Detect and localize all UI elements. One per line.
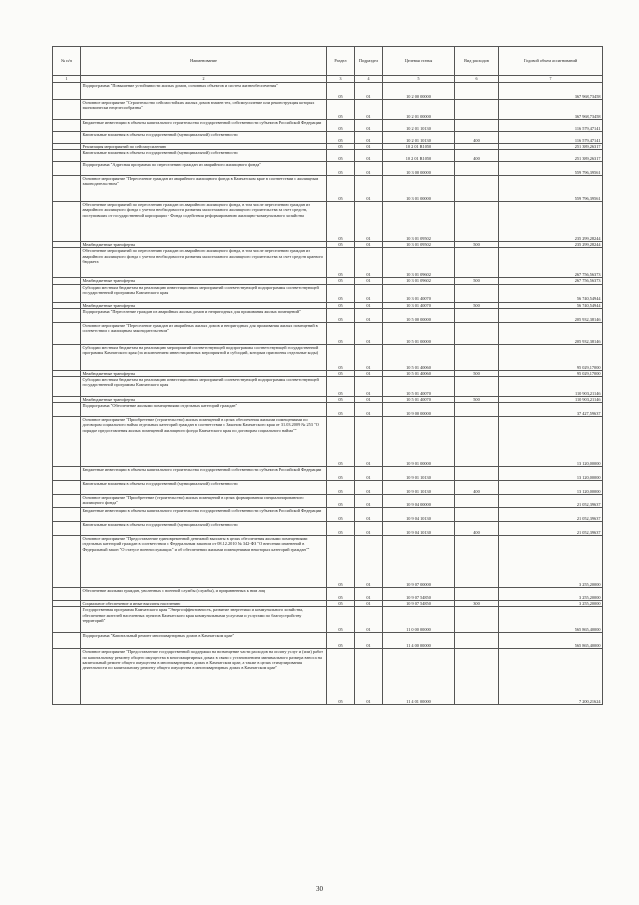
- row-name: Межбюджетные трансферты: [81, 302, 327, 308]
- row-number: [53, 344, 81, 370]
- row-target-article: 11 4 00 00000: [383, 633, 455, 649]
- row-name: Межбюджетные трансферты: [81, 397, 327, 403]
- row-name: Подпрограмма "Переселение граждан из аварийных жилых домов и непригодных для проживания жилых помещений": [81, 308, 327, 322]
- row-amount: 367 968,73458: [499, 100, 603, 120]
- row-subsection: 01: [355, 176, 383, 202]
- table-body: [53, 83, 603, 705]
- table-row: [53, 522, 603, 536]
- appropriations-table: [52, 46, 603, 705]
- row-expense-type: [455, 162, 499, 176]
- row-section: 05: [327, 176, 355, 202]
- row-number: [53, 248, 81, 278]
- row-subsection: 01: [355, 417, 383, 467]
- row-number: [53, 83, 81, 100]
- row-amount: 565 865,40000: [499, 607, 603, 633]
- row-target-article: 10 2 01 R1050: [383, 150, 455, 162]
- row-name: Субсидии местным бюджетам на реализацию мероприятий соответствующей подпрограммы соответствующей государственной программы Камчатского края (за исключением инвестиционных мероприятий и субсидий, которым присвоены отдельные коды): [81, 344, 327, 370]
- table-row: [53, 508, 603, 522]
- row-subsection: 01: [355, 162, 383, 176]
- row-amount: 235 299,28244: [499, 202, 603, 242]
- row-target-article: 10 5 01 40060: [383, 344, 455, 370]
- row-subsection: 01: [355, 144, 383, 150]
- column-number: 1: [53, 76, 81, 83]
- row-target-article: 10 3 01 40070: [383, 284, 455, 302]
- row-section: 05: [327, 536, 355, 588]
- row-name: Межбюджетные трансферты: [81, 370, 327, 376]
- table-row: [53, 403, 603, 417]
- row-expense-type: 500: [455, 370, 499, 376]
- row-section: 05: [327, 120, 355, 132]
- row-amount: 3 255,20000: [499, 536, 603, 588]
- row-name: Бюджетные инвестиции в объекты капитального строительства государственной собственности субъектов Российской Федерации: [81, 120, 327, 132]
- row-target-article: 10 5 00 00000: [383, 308, 455, 322]
- table-row: [53, 588, 603, 601]
- row-number: [53, 536, 81, 588]
- row-amount: 367 968,73458: [499, 83, 603, 100]
- table-row: [53, 607, 603, 633]
- row-amount: 56 740,54944: [499, 302, 603, 308]
- row-subsection: 01: [355, 633, 383, 649]
- row-number: [53, 633, 81, 649]
- row-name: Государственная программа Камчатского края "Энергоэффективность, развитие энергетики и коммунального хозяйства, обеспечение жителей населенных пунктов Камчатского края коммунальными услугами и услугами по благоустройству территорий": [81, 607, 327, 633]
- row-amount: 267 756,56373: [499, 278, 603, 284]
- row-expense-type: [455, 536, 499, 588]
- row-number: [53, 417, 81, 467]
- row-amount: 21 052,39637: [499, 522, 603, 536]
- row-section: 05: [327, 403, 355, 417]
- row-subsection: 01: [355, 344, 383, 370]
- row-target-article: 10 3 01 09602: [383, 248, 455, 278]
- row-expense-type: [455, 495, 499, 508]
- row-target-article: 10 9 07 00000: [383, 536, 455, 588]
- row-expense-type: 500: [455, 302, 499, 308]
- row-number: [53, 322, 81, 344]
- row-subsection: 01: [355, 403, 383, 417]
- table-row: [53, 633, 603, 649]
- row-expense-type: 400: [455, 522, 499, 536]
- row-amount: 267 756,56373: [499, 248, 603, 278]
- row-section: 05: [327, 495, 355, 508]
- row-subsection: 01: [355, 322, 383, 344]
- row-number: [53, 607, 81, 633]
- row-section: 05: [327, 377, 355, 397]
- row-name: Основное мероприятие "Приобретение (строительство) жилых помещений в целях формирования специализированного жилищного фонда": [81, 495, 327, 508]
- row-expense-type: [455, 322, 499, 344]
- budget-sheet: [52, 46, 602, 705]
- page-number: 30: [316, 885, 323, 893]
- table-row: [53, 467, 603, 481]
- row-amount: 235 299,28244: [499, 242, 603, 248]
- row-subsection: 01: [355, 100, 383, 120]
- row-amount: 13 120,00000: [499, 481, 603, 495]
- row-subsection: 01: [355, 467, 383, 481]
- row-name: Обеспечение мероприятий по переселению граждан из аварийного жилищного фонда, в том числе переселению граждан из аварийного жилищного фонда с учетом необходимости развития малоэтажного жилищного строительства за счет средств краевого бюджета: [81, 248, 327, 278]
- row-expense-type: [455, 417, 499, 467]
- column-number: 3: [327, 76, 355, 83]
- row-section: 05: [327, 150, 355, 162]
- table-row: [53, 150, 603, 162]
- row-name: Капитальные вложения в объекты государственной (муниципальной) собственности: [81, 522, 327, 536]
- row-amount: 21 052,39637: [499, 495, 603, 508]
- row-section: 05: [327, 202, 355, 242]
- row-subsection: 01: [355, 202, 383, 242]
- row-subsection: 01: [355, 536, 383, 588]
- row-name: Основное мероприятие "Переселение граждан из аварийных жилых домов и непригодных для проживания жилых помещений в соответствии с жилищным законодательством": [81, 322, 327, 344]
- row-target-article: 10 2 01 00000: [383, 100, 455, 120]
- row-target-article: 10 9 04 10130: [383, 508, 455, 522]
- table-row: [53, 132, 603, 144]
- table-row: [53, 248, 603, 278]
- row-section: 05: [327, 302, 355, 308]
- row-target-article: 10 2 01 10130: [383, 120, 455, 132]
- row-target-article: 11 0 00 00000: [383, 607, 455, 633]
- row-name: Капитальные вложения в объекты государственной (муниципальной) собственности: [81, 150, 327, 162]
- row-subsection: 01: [355, 522, 383, 536]
- row-target-article: 10 2 01 10130: [383, 132, 455, 144]
- row-subsection: 01: [355, 649, 383, 705]
- row-name: Основное мероприятие "Предоставление единовременной денежной выплаты в целях обеспечения жилыми помещениями отдельных категорий граждан в соответствии с Федеральным законом от 08.12.2010 № 342-ФЗ "О внесении изменений в Федеральный закон "О статусе военнослужащих" и об обеспечении жилыми помещениями некоторых категорий граждан"": [81, 536, 327, 588]
- row-number: [53, 588, 81, 601]
- row-subsection: 01: [355, 508, 383, 522]
- row-amount: 95 029,17000: [499, 344, 603, 370]
- table-row: [53, 176, 603, 202]
- row-number: [53, 403, 81, 417]
- table-row: [53, 308, 603, 322]
- row-section: 05: [327, 100, 355, 120]
- row-subsection: 01: [355, 248, 383, 278]
- table-header-row: [53, 47, 603, 76]
- table-row: [53, 481, 603, 495]
- row-section: 05: [327, 481, 355, 495]
- row-number: [53, 162, 81, 176]
- column-number: 5: [383, 76, 455, 83]
- row-amount: 251 389,26317: [499, 150, 603, 162]
- row-subsection: 01: [355, 278, 383, 284]
- table-row: [53, 202, 603, 242]
- row-number: [53, 495, 81, 508]
- row-amount: 95 029,17000: [499, 370, 603, 376]
- row-section: 05: [327, 322, 355, 344]
- row-name: Подпрограмма "Адресная программа по переселению граждан из аварийного жилищного фонда": [81, 162, 327, 176]
- row-expense-type: [455, 284, 499, 302]
- row-target-article: 10 5 01 40060: [383, 370, 455, 376]
- table-row: [53, 162, 603, 176]
- row-subsection: 01: [355, 120, 383, 132]
- row-section: 05: [327, 601, 355, 607]
- row-amount: 251 389,26317: [499, 144, 603, 150]
- row-section: 05: [327, 83, 355, 100]
- row-amount: 37 427,59637: [499, 403, 603, 417]
- row-section: 05: [327, 649, 355, 705]
- row-name: Межбюджетные трансферты: [81, 278, 327, 284]
- row-number: [53, 150, 81, 162]
- table-row: [53, 83, 603, 100]
- column-number-row: [53, 76, 603, 83]
- header-section: Раздел: [327, 47, 355, 76]
- row-target-article: 10 2 01 R1050: [383, 144, 455, 150]
- header-target-article: Целевая статья: [383, 47, 455, 76]
- row-expense-type: [455, 308, 499, 322]
- row-name: Основное мероприятие "Переселение граждан из аварийного жилищного фонда в Камчатском крае в соответствии с жилищным законодательством": [81, 176, 327, 202]
- row-expense-type: 400: [455, 132, 499, 144]
- row-section: 05: [327, 144, 355, 150]
- row-section: 05: [327, 370, 355, 376]
- row-expense-type: [455, 100, 499, 120]
- row-expense-type: [455, 467, 499, 481]
- row-target-article: 10 3 01 09502: [383, 202, 455, 242]
- table-row: [53, 536, 603, 588]
- row-amount: 13 120,00000: [499, 417, 603, 467]
- row-section: 05: [327, 248, 355, 278]
- row-expense-type: 500: [455, 278, 499, 284]
- row-name: Межбюджетные трансферты: [81, 242, 327, 248]
- row-target-article: 10 5 01 40070: [383, 397, 455, 403]
- table-row: [53, 649, 603, 705]
- row-expense-type: [455, 176, 499, 202]
- row-target-article: 10 9 04 00000: [383, 495, 455, 508]
- row-name: Основное мероприятие "Строительство сейсмостойких жилых домов взамен тех, сейсмоусиление или реконструкция которых экономически нецелесообразны": [81, 100, 327, 120]
- row-target-article: 10 5 01 40070: [383, 377, 455, 397]
- row-target-article: 10 5 01 00000: [383, 322, 455, 344]
- row-name: Подпрограмма "Повышение устойчивости жилых домов, основных объектов и систем жизнеобеспечения": [81, 83, 327, 100]
- column-number: 4: [355, 76, 383, 83]
- row-number: [53, 481, 81, 495]
- row-section: 05: [327, 242, 355, 248]
- row-subsection: 01: [355, 302, 383, 308]
- row-expense-type: [455, 403, 499, 417]
- row-subsection: 01: [355, 607, 383, 633]
- row-expense-type: [455, 344, 499, 370]
- row-expense-type: 500: [455, 242, 499, 248]
- row-section: 05: [327, 308, 355, 322]
- row-expense-type: [455, 508, 499, 522]
- row-number: [53, 120, 81, 132]
- row-subsection: 01: [355, 377, 383, 397]
- row-expense-type: [455, 649, 499, 705]
- row-name: Основное мероприятие "Предоставление государственной поддержки на возмещение части расходов на оплату услуг и (или) работ по капитальному ремонту общего имущества в многоквартирных домах в связи с установлением минимального размера взноса на капитальный ремонт общего имущества в многоквартирных домах в Камчатском крае, а также в целях стимулирования деятельности по капитальному ремонту общего имущества в многоквартирных домах в Камчатском крае": [81, 649, 327, 705]
- row-target-article: 10 9 01 10130: [383, 481, 455, 495]
- row-amount: 56 740,54944: [499, 284, 603, 302]
- table-row: [53, 417, 603, 467]
- row-name: Обеспечение мероприятий по переселению граждан из аварийного жилищного фонда, в том числе переселению граждан из аварийного жилищного фонда с учетом необходимости развития малоэтажного жилищного строительства за счет средств, поступивших от государственной корпорации - Фонда содействия реформированию жилищно-коммунального хозяйства: [81, 202, 327, 242]
- column-number: 2: [81, 76, 327, 83]
- row-expense-type: [455, 202, 499, 242]
- row-section: 05: [327, 467, 355, 481]
- row-name: Капитальные вложения в объекты государственной (муниципальной) собственности: [81, 132, 327, 144]
- row-name: Социальное обеспечение и иные выплаты населению: [81, 601, 327, 607]
- row-amount: 116 579,47141: [499, 132, 603, 144]
- row-subsection: 01: [355, 83, 383, 100]
- row-name: Подпрограмма "Обеспечение жилыми помещениями отдельных категорий граждан": [81, 403, 327, 417]
- row-number: [53, 284, 81, 302]
- row-expense-type: 400: [455, 481, 499, 495]
- row-amount: 13 120,00000: [499, 467, 603, 481]
- row-target-article: 10 3 01 00000: [383, 176, 455, 202]
- row-expense-type: 300: [455, 601, 499, 607]
- row-number: [53, 649, 81, 705]
- row-section: 05: [327, 162, 355, 176]
- row-amount: 110 903,21146: [499, 377, 603, 397]
- row-target-article: 10 9 00 00000: [383, 403, 455, 417]
- row-subsection: 01: [355, 150, 383, 162]
- row-section: 05: [327, 397, 355, 403]
- row-subsection: 01: [355, 308, 383, 322]
- row-expense-type: [455, 248, 499, 278]
- row-amount: 110 903,21146: [499, 397, 603, 403]
- table-row: [53, 120, 603, 132]
- row-expense-type: [455, 588, 499, 601]
- row-amount: 205 932,38146: [499, 322, 603, 344]
- row-target-article: 10 2 00 00000: [383, 83, 455, 100]
- table-row: [53, 100, 603, 120]
- row-amount: 565 865,40000: [499, 633, 603, 649]
- table-row: [53, 377, 603, 397]
- row-amount: 3 255,20000: [499, 601, 603, 607]
- row-section: 05: [327, 344, 355, 370]
- row-expense-type: 400: [455, 150, 499, 162]
- table-row: [53, 284, 603, 302]
- row-subsection: 01: [355, 284, 383, 302]
- row-section: 05: [327, 284, 355, 302]
- row-amount: 3 255,20000: [499, 588, 603, 601]
- row-subsection: 01: [355, 132, 383, 144]
- row-section: 05: [327, 588, 355, 601]
- row-number: [53, 100, 81, 120]
- row-section: 05: [327, 417, 355, 467]
- row-subsection: 01: [355, 397, 383, 403]
- row-amount: 205 932,38146: [499, 308, 603, 322]
- row-section: 05: [327, 508, 355, 522]
- row-expense-type: [455, 83, 499, 100]
- row-subsection: 01: [355, 481, 383, 495]
- row-section: 05: [327, 633, 355, 649]
- row-target-article: 10 3 01 09602: [383, 278, 455, 284]
- row-target-article: 10 9 04 10130: [383, 522, 455, 536]
- row-section: 05: [327, 132, 355, 144]
- row-target-article: 10 3 00 00000: [383, 162, 455, 176]
- row-number: [53, 377, 81, 397]
- row-section: 05: [327, 522, 355, 536]
- table-row: [53, 322, 603, 344]
- row-name: Обеспечение жилыми граждан, уволенных с военной службы (службы), и приравненных к ним лиц: [81, 588, 327, 601]
- row-subsection: 01: [355, 588, 383, 601]
- column-number: 6: [455, 76, 499, 83]
- row-expense-type: [455, 633, 499, 649]
- row-subsection: 01: [355, 495, 383, 508]
- row-target-article: 10 9 07 54850: [383, 588, 455, 601]
- row-target-article: 10 9 01 10130: [383, 467, 455, 481]
- row-section: 05: [327, 607, 355, 633]
- row-target-article: 10 9 01 00000: [383, 417, 455, 467]
- row-expense-type: 500: [455, 397, 499, 403]
- row-subsection: 01: [355, 242, 383, 248]
- header-expense-type: Вид расходов: [455, 47, 499, 76]
- row-number: [53, 132, 81, 144]
- row-number: [53, 176, 81, 202]
- row-expense-type: [455, 607, 499, 633]
- row-amount: 116 579,47141: [499, 120, 603, 132]
- row-target-article: 10 3 01 40070: [383, 302, 455, 308]
- row-amount: 559 796,39561: [499, 176, 603, 202]
- row-number: [53, 522, 81, 536]
- row-number: [53, 308, 81, 322]
- row-number: [53, 508, 81, 522]
- row-amount: 7 200,21624: [499, 649, 603, 705]
- row-name: Субсидии местным бюджетам на реализацию инвестиционных мероприятий соответствующей подпрограммы соответствующей государственной программы Камчатского края: [81, 284, 327, 302]
- row-amount: 21 052,39637: [499, 508, 603, 522]
- row-amount: 559 796,39561: [499, 162, 603, 176]
- header-subsection: Подраздел: [355, 47, 383, 76]
- row-name: Основное мероприятие "Приобретение (строительство) жилых помещений в целях обеспечения жилыми помещениями по договорам социального найма отдельных категорий граждан в соответствии с Законом Камчатского края от 31.03.2009 № 253 "О порядке предоставления жилых помещений жилищного фонда Камчатского края по договорам социального найма"": [81, 417, 327, 467]
- row-name: Реализация мероприятий по сейсмоусилению: [81, 144, 327, 150]
- row-name: Капитальные вложения в объекты государственной (муниципальной) собственности: [81, 481, 327, 495]
- table-row: [53, 344, 603, 370]
- row-section: 05: [327, 278, 355, 284]
- row-number: [53, 202, 81, 242]
- row-name: Бюджетные инвестиции в объекты капитального строительства государственной собственности субъектов Российской Федерации: [81, 467, 327, 481]
- row-expense-type: [455, 120, 499, 132]
- header-number: № п/п: [53, 47, 81, 76]
- row-subsection: 01: [355, 370, 383, 376]
- row-expense-type: [455, 377, 499, 397]
- header-name: Наименование: [81, 47, 327, 76]
- table-row: [53, 495, 603, 508]
- row-name: Подпрограмма "Капитальный ремонт многоквартирных домов в Камчатском крае": [81, 633, 327, 649]
- row-name: Бюджетные инвестиции в объекты капитального строительства государственной собственности субъектов Российской Федерации: [81, 508, 327, 522]
- row-number: [53, 467, 81, 481]
- row-subsection: 01: [355, 601, 383, 607]
- row-name: Субсидии местным бюджетам на реализацию инвестиционных мероприятий соответствующей подпрограммы соответствующей государственной программы Камчатского края: [81, 377, 327, 397]
- column-number: 7: [499, 76, 603, 83]
- row-target-article: 10 3 01 09502: [383, 242, 455, 248]
- row-target-article: 11 4 01 00000: [383, 649, 455, 705]
- row-target-article: 10 9 07 54850: [383, 601, 455, 607]
- header-annual-volume: Годовой объем ассигнований: [499, 47, 603, 76]
